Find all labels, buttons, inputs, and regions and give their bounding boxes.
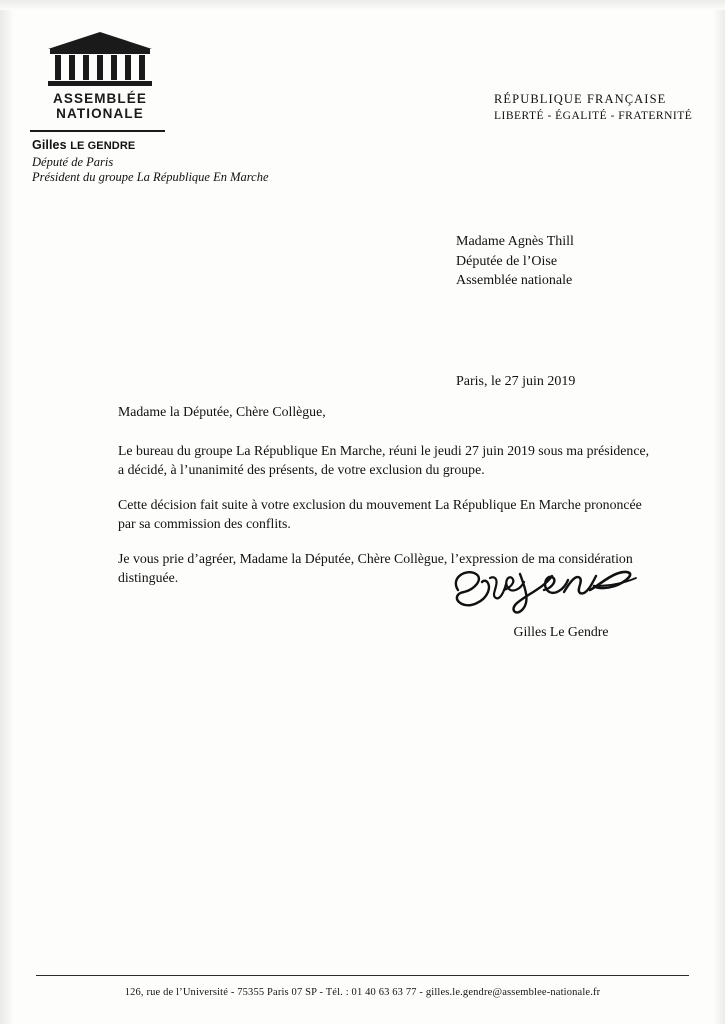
sender-block bbox=[32, 138, 362, 185]
recipient-block bbox=[456, 232, 574, 291]
sender-role bbox=[32, 155, 362, 185]
assemblee-nationale-parthenon-icon bbox=[48, 32, 152, 86]
scan-edge-top bbox=[0, 0, 725, 10]
letterhead-logo bbox=[44, 32, 156, 121]
body-paragraph-1: Le bureau du groupe La République En Marche, réuni le jeudi 27 juin 2019 sous ma présidence, a décidé, à l’unanimité des présents, de votre exclusion du groupe. bbox=[118, 443, 650, 477]
signature-block bbox=[440, 560, 670, 640]
scan-edge-right bbox=[713, 0, 725, 1024]
republic-block bbox=[494, 92, 692, 122]
recipient-name: Madame Agnès Thill bbox=[456, 234, 574, 249]
sender-first-name: Gilles bbox=[32, 138, 67, 152]
republic-title: RÉPUBLIQUE FRANÇAISE bbox=[494, 92, 667, 106]
body-paragraph-2: Cette décision fait suite à votre exclusion du mouvement La République En Marche prononcée par sa commission des conflits. bbox=[118, 497, 642, 531]
date-line: Paris, le 27 juin 2019 bbox=[456, 374, 576, 389]
logo-text-line1: ASSEMBLÉE bbox=[53, 91, 147, 106]
footer-divider bbox=[36, 975, 689, 976]
sender-name bbox=[32, 138, 362, 152]
closing-paragraph: Je vous prie d’agréer, Madame la Députée, Chère Collègue, l’expression de ma considération distinguée. bbox=[118, 551, 633, 585]
republic-motto: LIBERTÉ - ÉGALITÉ - FRATERNITÉ bbox=[494, 110, 693, 122]
sender-role-line1: Député de Paris bbox=[32, 155, 114, 169]
signature-name: Gilles Le Gendre bbox=[513, 624, 609, 639]
footer-contact: 126, rue de l’Université - 75355 Paris 07 SP - Tél. : 01 40 63 63 77 - gilles.le.gendre@assemblee-nationale.fr bbox=[124, 987, 601, 998]
sender-role-line2: Président du groupe La République En Marche bbox=[32, 170, 269, 184]
letterhead-divider bbox=[30, 130, 165, 132]
recipient-title: Députée de l’Oise bbox=[456, 253, 558, 269]
handwritten-signature-icon bbox=[440, 560, 670, 622]
recipient-institution: Assemblée nationale bbox=[456, 273, 573, 288]
scan-edge-left bbox=[0, 0, 14, 1024]
sender-last-name: LE GENDRE bbox=[70, 140, 136, 152]
logo-text-line2: NATIONALE bbox=[56, 106, 144, 121]
salutation: Madame la Députée, Chère Collègue, bbox=[118, 404, 326, 419]
